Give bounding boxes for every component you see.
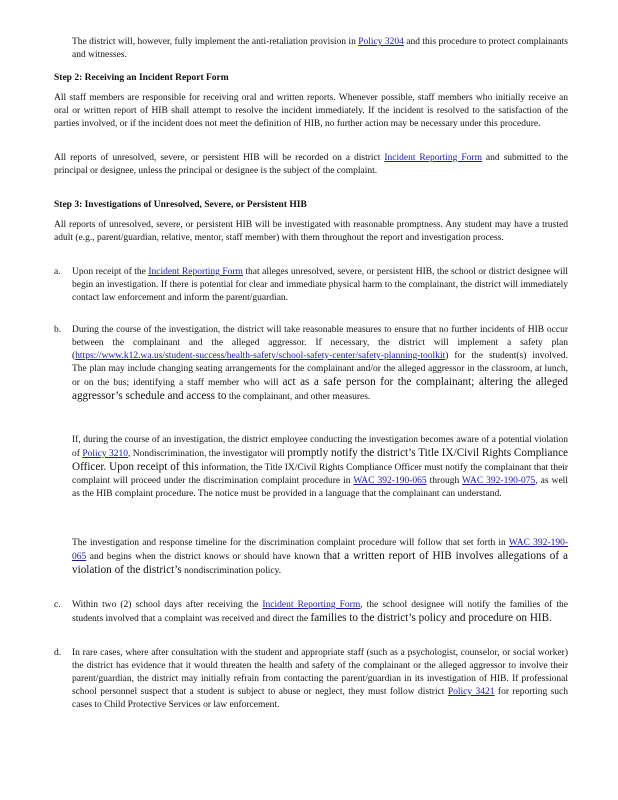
item-d-label: d. (54, 648, 62, 658)
incident-reporting-form-link-2[interactable]: Incident Reporting Form (148, 267, 243, 277)
step3-heading: Step 3: Investigations of Unresolved, Severe, or Persistent HIB (54, 200, 307, 210)
item-b-paragraph-2: If, during the course of an investigation, the district employee conducting the investigation becomes aware of a potential violation of Policy 3210, Nondiscrimination, the investigator will promptly notify the district’s Title IX/Civil Rights Compliance Officer. Upon receipt of this information, the Title IX/Civil Rights Compliance Officer must notify the complainant that their complaint will proceed under the discrimination complaint procedure in WAC 392-190-065 through WAC 392-190-075, as well as the HIB complaint procedure. The notice must be provided in a language that the complainant can understand. (72, 435, 568, 499)
intro-paragraph (72, 36, 568, 62)
policy-3210-link[interactable]: Policy 3210 (82, 449, 128, 459)
safety-plan-link[interactable]: https://www.k12.wa.us/student-success/health-safety/school-safety-center/safety-planning-toolkit (75, 351, 446, 361)
item-b-paragraph-1: During the course of the investigation, the district will take reasonable measures to ensure that no further incidents of HIB occur between the complainant and the alleged aggressor. If necessary, the district will implement a safety plan (https://www.k12.wa.us/student-success/health-safety/school-safety-center/safety-planning-toolkit) for the student(s) involved. The plan may include changing seating arrangements for the complainant and/or the alleged aggressor in the classroom, at lunch, or on the bus; identifying a staff member who will act as a safe person for the complainant; altering the alleged aggressor’s schedule and access to the complainant, and other measures. (72, 325, 568, 402)
item-c-paragraph: Within two (2) school days after receiving the Incident Reporting Form, the school designee will notify the families of the students involved that a complaint was received and direct the families to the district’s policy and procedure on HIB. (72, 600, 569, 624)
policy-3204-link[interactable]: Policy 3204 (358, 37, 404, 47)
incident-reporting-form-link-3[interactable]: Incident Reporting Form (262, 600, 361, 610)
intro-text-end: and this procedure to protect complainants and witnesses. (72, 37, 569, 60)
item-a-label: a. (54, 267, 61, 277)
policy-3421-link[interactable]: Policy 3421 (447, 687, 495, 697)
item-c-label: c. (54, 600, 61, 610)
intro-text: The district will, however, fully implement the anti-retaliation provision in (72, 37, 359, 47)
item-b-paragraph-3: The investigation and response timeline for the discrimination complaint procedure will follow that set forth in WAC 392-190-065 and begins when the district knows or should have known that a written report of HIB involves allegations of a violation of the district’s nondiscrimination policy. (72, 538, 568, 576)
item-a-paragraph: Upon receipt of the Incident Reporting Form that alleges unresolved, severe, or persistent HIB, the school or district designee will begin an investigation. If there is potential for clear and immediate physical harm to the complainant, the district will immediately contact law enforcement and inform the parent/guardian. (72, 267, 568, 303)
item-b-label: b. (54, 325, 62, 335)
step2-heading: Step 2: Receiving an Incident Report Form (54, 73, 229, 83)
step3-paragraph-1: All reports of unresolved, severe, or persistent HIB will be investigated with reasonable promptness. Any student may have a trusted adult (e.g., parent/guardian, relative, mentor, staff member) with them throughout the report and investigation process. (54, 220, 568, 243)
item-d-paragraph: In rare cases, where after consultation with the student and appropriate staff (such as a psychologist, counselor, or social worker) the district has evidence that it would threaten the health and safety of the complainant or the alleged aggressor to involve their parent/guardian, the district may initially refrain from contacting the parent/guardian in its investigation of HIB. If professional school personnel suspect that a student is subject to abuse or neglect, they must follow district Policy 3421 for reporting such cases to Child Protective Services or law enforcement. (72, 648, 568, 710)
incident-reporting-form-link-1[interactable]: Incident Reporting Form (384, 153, 482, 163)
step2-paragraph-1: All staff members are responsible for receiving oral and written reports. Whenever possible, staff members who initially receive an oral or written report of HIB shall attempt to resolve the incident immediately. If the incident is resolved to the satisfaction of the parties involved, or if the incident does not meet the definition of HIB, no further action may be necessary under this procedure. (54, 93, 568, 129)
step2-paragraph-2: All reports of unresolved, severe, or persistent HIB will be recorded on a district Incident Reporting Form and submitted to the principal or designee, unless the principal or designee is the subject of the complaint. (54, 153, 568, 176)
wac-392-190-075-link[interactable]: WAC 392-190-075 (462, 476, 536, 486)
wac-392-190-065-link-1[interactable]: WAC 392-190-065 (353, 476, 427, 486)
wac-392-190-065-link-2[interactable]: WAC 392-190-065 (72, 538, 568, 562)
